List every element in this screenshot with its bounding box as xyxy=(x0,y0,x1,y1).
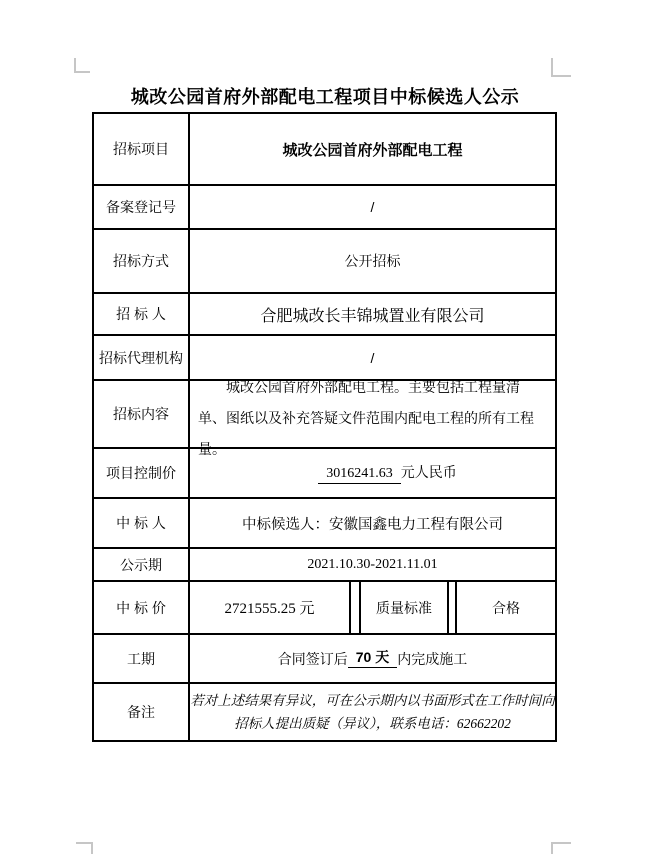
row-value: / xyxy=(370,349,375,366)
margin-corner-mark-top-left xyxy=(74,58,90,73)
table-row-tenderer xyxy=(94,292,555,334)
remark-line-1: 若对上述结果有异议，可在公示期内以书面形式在工作时间向 xyxy=(190,693,555,708)
row-label: 招标方式 xyxy=(94,230,190,292)
row-label: 中 标 人 xyxy=(94,499,190,547)
margin-corner-mark-bottom-left xyxy=(76,842,93,854)
row-value: 公开招标 xyxy=(344,253,401,269)
table-row-winning-price xyxy=(94,580,555,633)
page-title: 城改公园首府外部配电工程项目中标候选人公示 xyxy=(130,87,520,107)
control-price-group xyxy=(318,462,457,484)
row-value xyxy=(190,684,555,740)
duration-prefix: 合同签订后 xyxy=(277,650,348,667)
row-value: 城改公园首府外部配电工程 xyxy=(282,141,463,159)
table-row-duration xyxy=(94,633,555,682)
table-row-bid-method xyxy=(94,228,555,292)
row-value: 城改公园首府外部配电工程。主要包括工程量清单、图纸以及补充答疑文件范围内配电工程的所有工程量。 xyxy=(198,378,534,457)
bid-announcement-table xyxy=(92,112,557,742)
margin-corner-mark-top-right xyxy=(551,58,571,77)
table-row-control-price xyxy=(94,447,555,497)
remark-line-2: 招标人提出质疑（异议），联系电话：62662202 xyxy=(234,716,511,731)
quality-standard-label: 质量标准 xyxy=(359,582,449,633)
row-value: 2021.10.30-2021.11.01 xyxy=(307,556,438,572)
winning-price-value: 2721555.25 元 xyxy=(190,582,351,633)
table-row-winner xyxy=(94,497,555,547)
row-label: 招 标 人 xyxy=(94,294,190,334)
row-value xyxy=(190,449,555,497)
row-value: / xyxy=(370,199,375,215)
table-row-publicity-period xyxy=(94,547,555,580)
margin-corner-mark-bottom-right xyxy=(551,842,571,854)
row-value: 中标候选人：安徽国鑫电力工程有限公司 xyxy=(242,516,503,533)
row-value: 合肥城改长丰锦城置业有限公司 xyxy=(260,307,485,325)
control-price-number: 3016241.63 xyxy=(318,465,401,484)
row-label: 项目控制价 xyxy=(94,449,190,497)
row-label: 备案登记号 xyxy=(94,186,190,228)
table-row-registration-no xyxy=(94,184,555,228)
row-label: 招标内容 xyxy=(94,381,190,447)
row-label: 招标代理机构 xyxy=(94,336,190,379)
row-value xyxy=(190,635,555,682)
control-price-unit: 元人民币 xyxy=(400,464,457,481)
row-label: 工期 xyxy=(94,635,190,682)
table-row-bid-content xyxy=(94,378,555,457)
duration-suffix: 内完成施工 xyxy=(397,650,468,667)
table-row-project xyxy=(94,114,555,184)
row-label: 公示期 xyxy=(94,549,190,580)
row-label: 备注 xyxy=(94,684,190,740)
quality-standard-value: 合格 xyxy=(455,582,555,633)
duration-days: 70 天 xyxy=(348,649,397,668)
row-label: 招标项目 xyxy=(94,114,190,184)
table-row-remarks xyxy=(94,682,555,740)
row-label: 中 标 价 xyxy=(94,582,190,633)
